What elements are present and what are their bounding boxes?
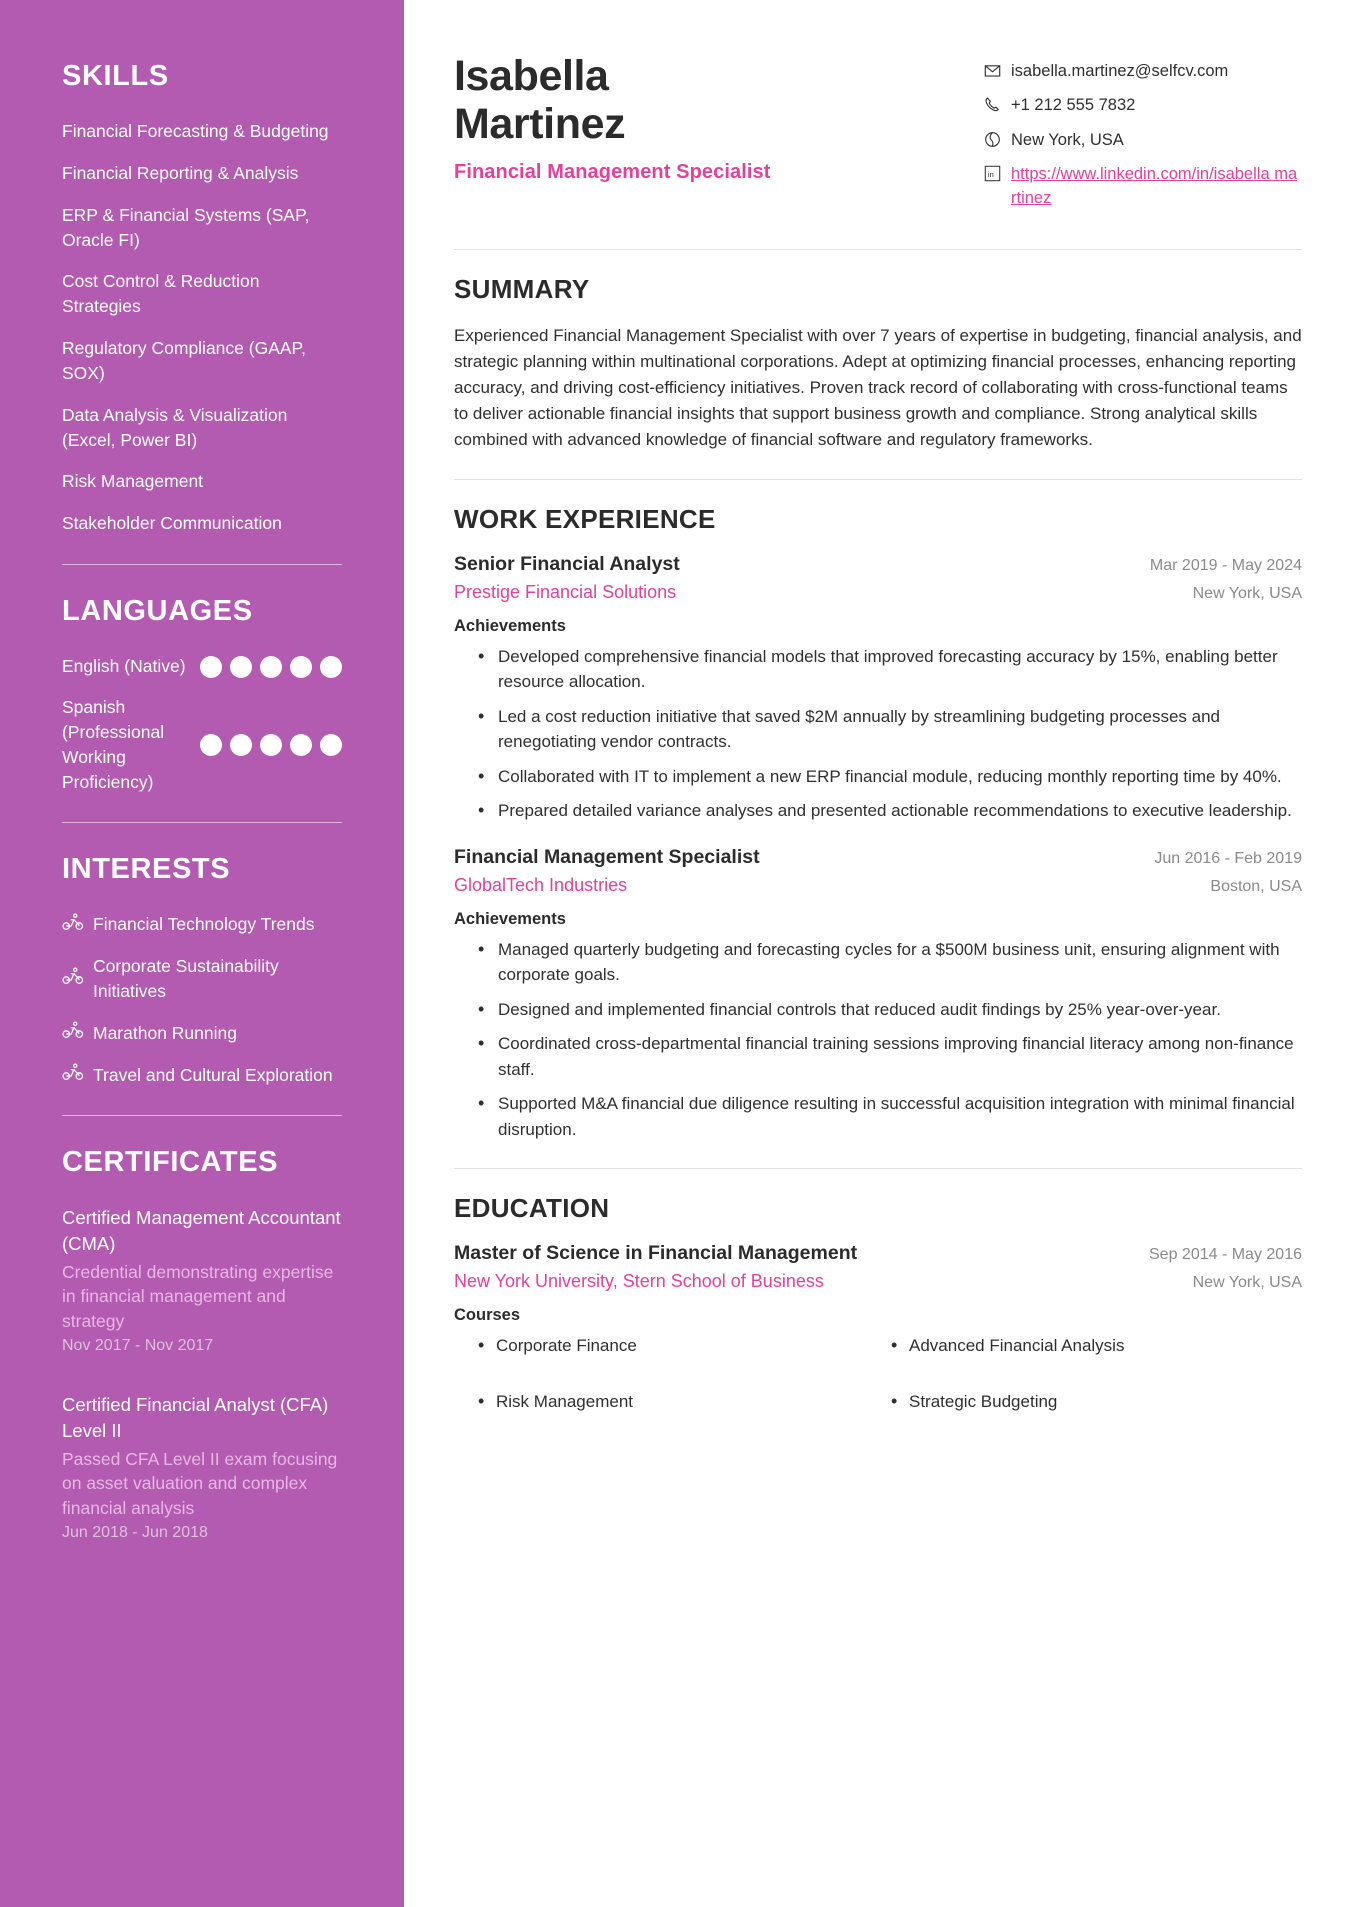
experience-header — [454, 846, 1302, 869]
interest-label: Travel and Cultural Exploration — [93, 1064, 333, 1085]
education-degree: Master of Science in Financial Management — [454, 1242, 858, 1265]
achievements-list — [454, 644, 1302, 824]
certificate-description: Credential demonstrating expertise in financial management and strategy — [62, 1261, 334, 1332]
location-text: New York, USA — [1011, 130, 1124, 149]
languages-title: LANGUAGES — [62, 595, 253, 628]
job-role-subtitle: Financial Management Specialist — [454, 161, 771, 184]
skill-item: Financial Forecasting & Budgeting — [62, 121, 329, 141]
resume-header — [454, 52, 1302, 223]
rating-dot — [320, 734, 342, 756]
experience-job-title: Financial Management Specialist — [454, 845, 760, 868]
experience-title: WORK EXPERIENCE — [454, 503, 716, 534]
rating-dot — [200, 656, 222, 678]
linkedin-link[interactable]: https://www.linkedin.com/in/isabella martinez — [1011, 164, 1298, 207]
certificate-name: Certified Management Accountant (CMA) — [62, 1207, 341, 1255]
achievement-item: • Coordinated cross-departmental financial training sessions improving financial literacy among non-finance staff. — [496, 1031, 1302, 1082]
language-name: Spanish (Professional Working Proficiency) — [62, 696, 165, 792]
interests-section — [62, 853, 342, 1087]
skill-item: ERP & Financial Systems (SAP, Oracle FI) — [62, 204, 310, 250]
course-item: • Risk Management — [496, 1389, 889, 1415]
rating-dot — [290, 656, 312, 678]
contact-location — [984, 129, 1302, 151]
rating-dot — [260, 734, 282, 756]
education-school: New York University, Stern School of Business — [454, 1271, 824, 1292]
experience-job-title: Senior Financial Analyst — [454, 552, 680, 575]
education-title: EDUCATION — [454, 1193, 610, 1224]
bicycle-icon — [62, 913, 84, 936]
languages-section — [62, 595, 342, 794]
achievement-item: • Designed and implemented financial controls that reduced audit findings by 25% year-over-year. — [496, 997, 1302, 1023]
rating-dot — [320, 656, 342, 678]
interest-label: Marathon Running — [93, 1022, 237, 1043]
language-row — [62, 654, 342, 679]
language-rating — [200, 734, 342, 756]
interests-title: INTERESTS — [62, 853, 231, 886]
experience-location: Boston, USA — [1210, 877, 1302, 895]
certificates-title: CERTIFICATES — [62, 1146, 279, 1179]
phone-text: +1 212 555 7832 — [1011, 96, 1136, 115]
contact-phone — [984, 94, 1302, 116]
education-section — [454, 1193, 1302, 1444]
divider — [454, 249, 1302, 250]
certificate-description: Passed CFA Level II exam focusing on asset valuation and complex financial analysis — [62, 1448, 338, 1519]
divider — [62, 1115, 342, 1116]
interest-item — [62, 954, 342, 1002]
language-name: English (Native) — [62, 656, 186, 677]
summary-title: SUMMARY — [454, 273, 590, 304]
globe-icon — [984, 131, 1001, 148]
skill-item: Risk Management — [62, 471, 204, 492]
interest-item — [62, 912, 342, 936]
svg-text:in: in — [987, 169, 994, 179]
experience-location: New York, USA — [1192, 584, 1302, 602]
rating-dot — [200, 734, 222, 756]
divider — [454, 479, 1302, 480]
experience-item — [454, 846, 1302, 1143]
achievements-label: Achievements — [454, 616, 566, 635]
bicycle-icon — [62, 967, 84, 990]
identity-block — [454, 52, 784, 184]
rating-dot — [290, 734, 312, 756]
education-header — [454, 1242, 1302, 1265]
courses-list — [454, 1333, 1302, 1444]
email-text: isabella.martinez@selfcv.com — [1011, 62, 1229, 80]
certificate-name: Certified Financial Analyst (CFA) Level II — [62, 1394, 329, 1442]
interest-item — [62, 1021, 342, 1045]
skills-title: SKILLS — [62, 60, 169, 92]
experience-section — [454, 504, 1302, 1143]
interest-label: Financial Technology Trends — [93, 914, 315, 935]
education-subheader — [454, 1265, 1302, 1292]
experience-item — [454, 553, 1302, 824]
rating-dot — [260, 656, 282, 678]
rating-dot — [230, 656, 252, 678]
summary-text: Experienced Financial Management Specialist with over 7 years of expertise in budgeting, financial analysis, and strategic planning within multinational corporations. Adept at optimizing financial processes, enhancing reporting accuracy, and driving cost-efficiency initiatives. Proven track record of collaborating with cross-functional teams to deliver actionable financial insights that support business growth and compliance. Strong analytical skills combined with advanced knowledge of financial software and regulatory frameworks. — [454, 325, 1302, 449]
email-icon — [984, 62, 1001, 79]
experience-company: Prestige Financial Solutions — [454, 581, 677, 602]
achievement-item: • Developed comprehensive financial models that improved forecasting accuracy by 15%, enabling better resource allocation. — [496, 644, 1302, 695]
experience-subheader — [454, 576, 1302, 603]
sidebar — [0, 0, 404, 1907]
skill-item: Stakeholder Communication — [62, 513, 282, 534]
certificates-section — [62, 1146, 342, 1545]
achievement-item: • Supported M&A financial due diligence resulting in successful acquisition integration with minimal financial disruption. — [496, 1091, 1302, 1142]
education-location: New York, USA — [1192, 1274, 1302, 1292]
experience-header — [454, 553, 1302, 576]
contact-linkedin[interactable] — [984, 163, 1302, 211]
course-item: • Strategic Budgeting — [909, 1389, 1302, 1415]
course-item: • Advanced Financial Analysis — [909, 1333, 1302, 1359]
language-rating — [200, 656, 342, 678]
skills-section — [62, 60, 342, 536]
bicycle-icon — [62, 1063, 84, 1086]
rating-dot — [230, 734, 252, 756]
bicycle-icon — [62, 1021, 84, 1044]
certificate-date: Nov 2017 - Nov 2017 — [62, 1337, 214, 1355]
skill-item: Data Analysis & Visualization (Excel, Power BI) — [62, 404, 288, 450]
education-dates: Sep 2014 - May 2016 — [1149, 1246, 1302, 1264]
page-title: Isabella Martinez — [454, 52, 626, 149]
skill-item: Cost Control & Reduction Strategies — [62, 271, 260, 317]
course-item: • Corporate Finance — [496, 1333, 889, 1359]
interest-item — [62, 1063, 342, 1087]
certificate-item — [62, 1392, 342, 1545]
contact-list — [984, 52, 1302, 223]
interest-label: Corporate Sustainability Initiatives — [93, 956, 279, 1001]
main-content — [404, 0, 1350, 1907]
achievements-list — [454, 937, 1302, 1143]
experience-company: GlobalTech Industries — [454, 874, 628, 895]
contact-email — [984, 60, 1302, 82]
courses-label: Courses — [454, 1306, 521, 1325]
language-row — [62, 695, 342, 794]
summary-section — [454, 274, 1302, 453]
certificate-date: Jun 2018 - Jun 2018 — [62, 1524, 208, 1542]
phone-icon — [984, 96, 1001, 113]
linkedin-icon — [984, 165, 1001, 182]
achievement-item: • Managed quarterly budgeting and forecasting cycles for a $500M business unit, ensuring alignment with corporate goals. — [496, 937, 1302, 988]
achievement-item: • Collaborated with IT to implement a new ERP financial module, reducing monthly reporting time by 40%. — [496, 764, 1302, 790]
divider — [62, 564, 342, 565]
experience-dates: Jun 2016 - Feb 2019 — [1154, 849, 1302, 867]
achievements-label: Achievements — [454, 909, 566, 928]
certificate-item — [62, 1205, 342, 1358]
divider — [62, 822, 342, 823]
experience-dates: Mar 2019 - May 2024 — [1149, 556, 1302, 574]
skill-item: Regulatory Compliance (GAAP, SOX) — [62, 338, 306, 383]
education-item — [454, 1242, 1302, 1444]
achievement-item: • Prepared detailed variance analyses and presented actionable recommendations to executive leadership. — [496, 798, 1302, 824]
achievement-item: • Led a cost reduction initiative that saved $2M annually by streamlining budgeting processes and renegotiating vendor contracts. — [496, 704, 1302, 755]
skill-item: Financial Reporting & Analysis — [62, 162, 299, 183]
experience-subheader — [454, 869, 1302, 896]
divider — [454, 1168, 1302, 1169]
